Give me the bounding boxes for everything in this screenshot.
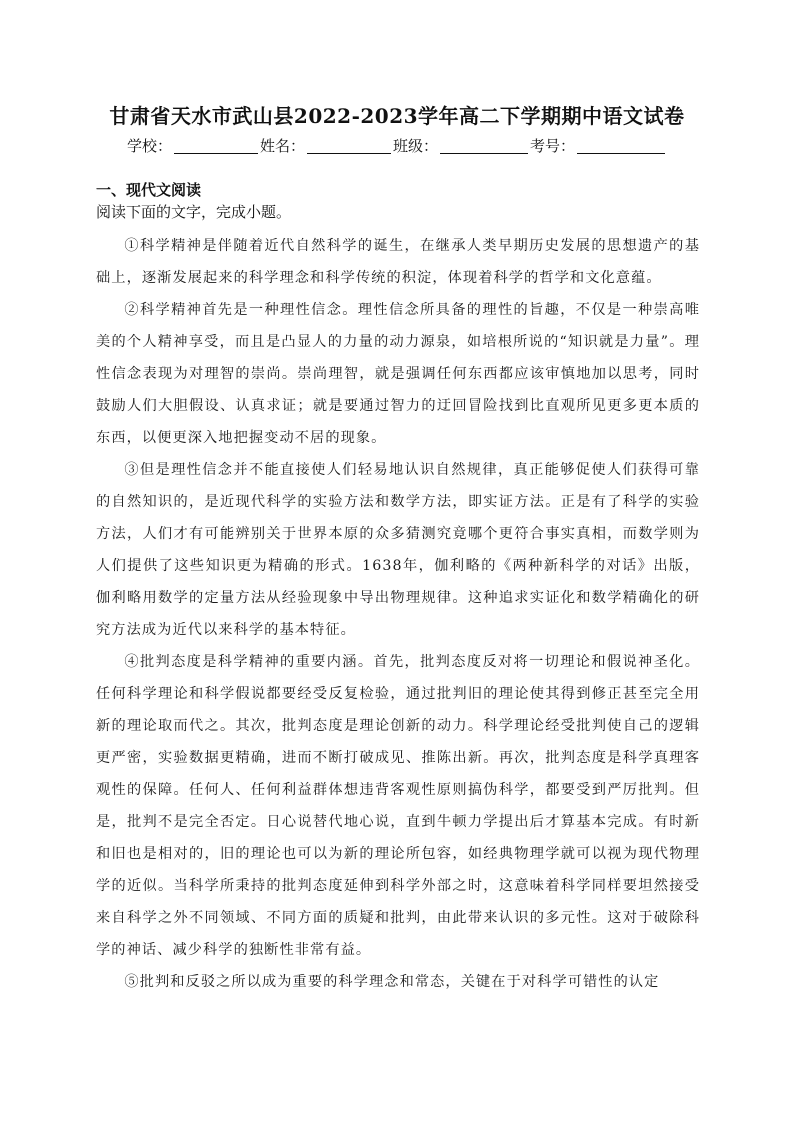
exam-number-label: 考号： [530,137,576,155]
school-blank [174,137,258,154]
exam-title: 甘肃省天水市武山县2022-2023学年高二下学期期中语文试卷 [109,104,685,128]
section-heading: 一、现代文阅读 [96,181,202,199]
passage-paragraph-4: ④批判态度是科学精神的重要内涵。首先，批判态度反对将一切理论和假说神圣化。任何科学理论和科学假说都要经受反复检验，通过批判旧的理论使其得到修正甚至完全用新的理论取而代之。其次，批判态度是理论创新的动力。科学理论经受批判使自己的逻辑更严密，实验数据更精确，进而不断打破成见、推陈出新。再次，批判态度是科学真理客观性的保障。任何人、任何利益群体想违背客观性原则搞伪科学，都要受到严厉批判。但是，批判不是完全否定。日心说替代地心说，直到牛顿力学提出后才算基本完成。有时新和旧也是相对的，旧的理论也可以为新的理论所包容，如经典物理学就可以视为现代物理学的近似。当科学所秉持的批判态度延伸到科学外部之时，这意味着科学同样要坦然接受来自科学之外不同领域、不同方面的质疑和批判，由此带来认识的多元性。这对于破除科学的神话、减少科学的独断性非常有益。 [96,654,700,958]
passage-paragraph-1: ①科学精神是伴随着近代自然科学的诞生，在继承人类早期历史发展的思想遗产的基础上，逐渐发展起来的科学理念和科学传统的积淀，体现着科学的哲学和文化意蕴。 [96,238,700,286]
passage-paragraph-3: ③但是理性信念并不能直接使人们轻易地认识自然规律，真正能够促使人们获得可靠的自然知识的，是近现代科学的实验方法和数学方法，即实证方法。正是有了科学的实验方法，人们才有可能辨别关于世界本原的众多猜测究竟哪个更符合事实真相，而数学则为人们提供了这些知识更为精确的形式。1638年，伽利略的《两种新科学的对话》出版，伽利略用数学的定量方法从经验现象中导出物理规律。这种追求实证化和数学精确化的研究方法成为近代以来科学的基本特征。 [96,462,700,638]
name-blank [307,137,391,154]
school-label: 学校： [126,137,172,155]
reading-passage [96,230,700,998]
class-blank [440,137,528,154]
class-label: 班级： [393,137,439,155]
passage-paragraph-5: ⑤批判和反驳之所以成为重要的科学理念和常态，关键在于对科学可错性的认定 [124,974,660,990]
reading-instruction: 阅读下面的文字，完成小题。 [96,203,292,221]
name-label: 姓名： [259,137,305,155]
exam-number-blank [577,137,665,154]
student-info-line [0,136,794,156]
passage-paragraph-2: ②科学精神首先是一种理性信念。理性信念所具备的理性的旨趣，不仅是一种崇高唯美的个人精神享受，而且是凸显人的力量的动力源泉，如培根所说的“知识就是力量”。理性信念表现为对理智的崇尚。崇尚理智，就是强调任何东西都应该审慎地加以思考，同时鼓励人们大胆假设、认真求证；就是要通过智力的迂回冒险找到比直观所见更多更本质的东西，以便更深入地把握变动不居的现象。 [96,302,700,446]
